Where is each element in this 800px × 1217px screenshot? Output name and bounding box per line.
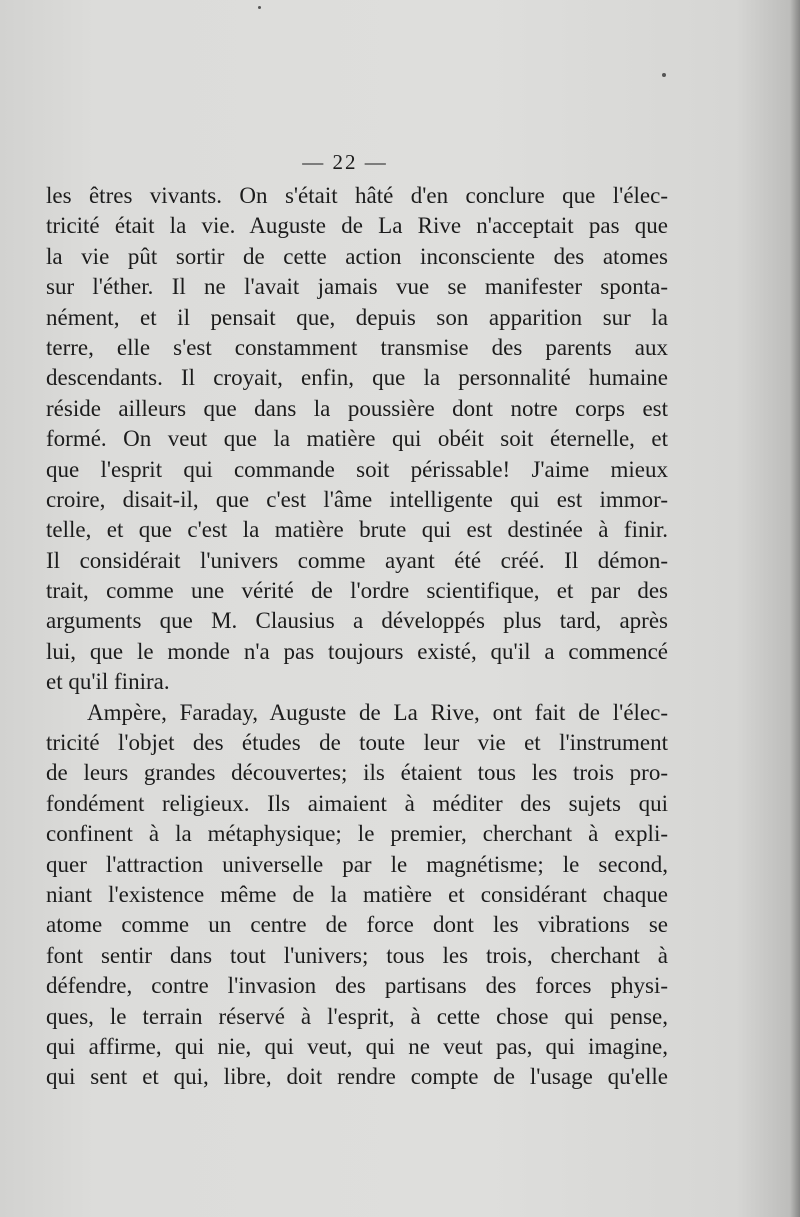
page-edge-shadow (790, 0, 800, 1217)
page-number: — 22 — (302, 150, 388, 174)
body-text (46, 181, 668, 1093)
paragraph-2 (46, 698, 668, 1093)
text-line: croire, disait-il, que c'est l'âme intelligente qui est immor- (46, 486, 668, 512)
text-line: qui sent et qui, libre, doit rendre compte de l'usage qu'elle (46, 1064, 668, 1090)
text-line: Ampère, Faraday, Auguste de La Rive, ont fait de l'élec- (87, 699, 668, 725)
text-line: sur l'éther. Il ne l'avait jamais vue se manifester sponta- (46, 274, 668, 300)
text-line: et qu'il finira. (46, 669, 170, 695)
text-line: réside ailleurs que dans la poussière dont notre corps est (46, 395, 668, 421)
text-line: terre, elle s'est constamment transmise des parents aux (46, 334, 668, 360)
text-line: formé. On veut que la matière qui obéit soit éternelle, et (46, 426, 668, 452)
text-line: confinent à la métaphysique; le premier, cherchant à expli- (46, 821, 668, 847)
text-line: ques, le terrain réservé à l'esprit, à cette chose qui pense, (46, 1003, 668, 1029)
text-line: quer l'attraction universelle par le magnétisme; le second, (46, 851, 668, 877)
text-line: lui, que le monde n'a pas toujours existé, qu'il a commencé (46, 638, 668, 664)
text-line: la vie pût sortir de cette action inconsciente des atomes (46, 243, 668, 269)
text-line: Il considérait l'univers comme ayant été créé. Il démon- (46, 547, 668, 573)
text-line: tricité était la vie. Auguste de La Rive n'acceptait pas que (46, 213, 668, 239)
text-line: niant l'existence même de la matière et considérant chaque (46, 881, 668, 907)
text-line: qui affirme, qui nie, qui veut, qui ne veut pas, qui imagine, (46, 1033, 668, 1059)
text-line: atome comme un centre de force dont les vibrations se (46, 912, 668, 938)
paper-speck (258, 6, 261, 9)
paragraph-1 (46, 181, 668, 698)
text-line: nément, et il pensait que, depuis son apparition sur la (46, 304, 668, 330)
text-line: font sentir dans tout l'univers; tous les trois, cherchant à (46, 942, 668, 968)
text-line: défendre, contre l'invasion des partisans des forces physi- (46, 973, 668, 999)
text-line: descendants. Il croyait, enfin, que la personnalité humaine (46, 365, 668, 391)
paper-speck (662, 73, 666, 77)
text-line: fondément religieux. Ils aimaient à méditer des sujets qui (46, 790, 668, 816)
text-line: telle, et que c'est la matière brute qui est destinée à finir. (46, 517, 668, 543)
text-line: arguments que M. Clausius a développés plus tard, après (46, 608, 668, 634)
text-line: trait, comme une vérité de l'ordre scientifique, et par des (46, 578, 668, 604)
text-line: les êtres vivants. On s'était hâté d'en conclure que l'élec- (46, 183, 668, 208)
text-line: de leurs grandes découvertes; ils étaient tous les trois pro- (46, 760, 668, 786)
text-line: tricité l'objet des études de toute leur vie et l'instrument (46, 730, 668, 756)
text-line: que l'esprit qui commande soit périssable! J'aime mieux (46, 456, 668, 482)
